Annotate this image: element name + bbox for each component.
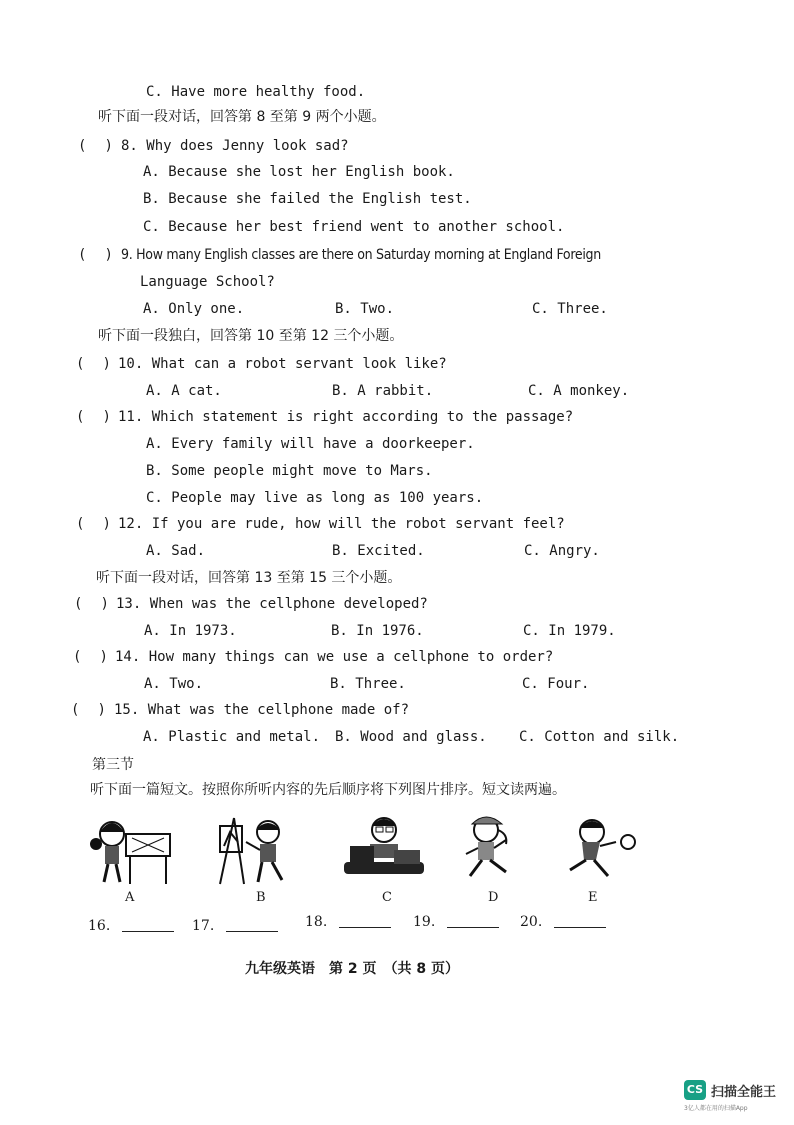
volleyball-girl-icon bbox=[556, 812, 646, 888]
answer-blank-16[interactable]: 16. bbox=[88, 918, 174, 934]
option: A. Sad. bbox=[146, 543, 206, 559]
option: A. Because she lost her English book. bbox=[143, 164, 455, 180]
picture-label: C bbox=[382, 890, 392, 905]
option: A. Every family will have a doorkeeper. bbox=[146, 436, 475, 452]
option: C. Because her best friend went to another school. bbox=[143, 219, 565, 235]
question-stem: 10. What can a robot servant look like? bbox=[118, 356, 447, 372]
answer-paren[interactable]: ( ) bbox=[76, 516, 111, 532]
question-stem: 15. What was the cellphone made of? bbox=[114, 702, 410, 718]
option: C. Three. bbox=[532, 301, 608, 317]
computer-boy-icon bbox=[340, 812, 430, 888]
page-footer: 九年级英语 第 2 页 （共 8 页） bbox=[245, 961, 459, 977]
question-stem: 14. How many things can we use a cellphone to order? bbox=[115, 649, 554, 665]
option: A. In 1973. bbox=[144, 623, 237, 639]
answer-paren[interactable]: ( ) bbox=[71, 702, 106, 718]
answer-blank-17[interactable]: 17. bbox=[192, 918, 278, 934]
option: C. Cotton and silk. bbox=[519, 729, 680, 745]
ping-pong-girl-icon bbox=[84, 812, 174, 888]
option: C. A monkey. bbox=[528, 383, 630, 399]
painting-girl-icon bbox=[210, 812, 300, 888]
answer-paren[interactable]: ( ) bbox=[74, 596, 109, 612]
question-stem: 9. How many English classes are there on Saturday morning at England Foreign bbox=[121, 247, 601, 263]
option: B. Some people might move to Mars. bbox=[146, 463, 433, 479]
answer-paren[interactable]: ( ) bbox=[78, 138, 113, 154]
option: B. A rabbit. bbox=[332, 383, 434, 399]
answer-paren[interactable]: ( ) bbox=[76, 356, 111, 372]
option: A. Two. bbox=[144, 676, 204, 692]
question-stem: 8. Why does Jenny look sad? bbox=[121, 138, 349, 154]
answer-blank-19[interactable]: 19. bbox=[413, 914, 499, 930]
option-carryover: C. Have more healthy food. bbox=[146, 84, 366, 100]
answer-blank-18[interactable]: 18. bbox=[305, 914, 391, 930]
option: B. Because she failed the English test. bbox=[143, 191, 472, 207]
option: C. People may live as long as 100 years. bbox=[146, 490, 484, 506]
picture-label: B bbox=[256, 890, 266, 905]
section-intro: 听下面一段对话，回答第 13 至第 15 三个小题。 bbox=[96, 570, 402, 586]
option: B. Two. bbox=[335, 301, 395, 317]
option: A. A cat. bbox=[146, 383, 222, 399]
scanner-tagline: 3亿人都在用的扫描App bbox=[684, 1105, 748, 1112]
option: B. In 1976. bbox=[331, 623, 424, 639]
question-stem: 12. If you are rude, how will the robot servant feel? bbox=[118, 516, 565, 532]
section-intro: 听下面一段对话，回答第 8 至第 9 两个小题。 bbox=[98, 109, 386, 125]
picture-label: E bbox=[588, 890, 598, 905]
question-stem: 13. When was the cellphone developed? bbox=[116, 596, 428, 612]
option: C. Angry. bbox=[524, 543, 600, 559]
option: A. Plastic and metal. bbox=[143, 729, 321, 745]
section-heading: 第三节 bbox=[92, 757, 134, 773]
picture-label: A bbox=[125, 890, 135, 905]
question-stem-cont: Language School? bbox=[140, 274, 275, 290]
answer-paren[interactable]: ( ) bbox=[78, 247, 113, 263]
section-instruction: 听下面一篇短文。按照你所听内容的先后顺序将下列图片排序。短文读两遍。 bbox=[90, 782, 566, 798]
answer-blank-20[interactable]: 20. bbox=[520, 914, 606, 930]
question-stem: 11. Which statement is right according to the passage? bbox=[118, 409, 574, 425]
answer-paren[interactable]: ( ) bbox=[73, 649, 108, 665]
option: C. Four. bbox=[522, 676, 590, 692]
option: A. Only one. bbox=[143, 301, 245, 317]
option: B. Wood and glass. bbox=[335, 729, 487, 745]
option: B. Excited. bbox=[332, 543, 425, 559]
running-girl-icon bbox=[448, 812, 538, 888]
option: B. Three. bbox=[330, 676, 406, 692]
answer-paren[interactable]: ( ) bbox=[76, 409, 111, 425]
option: C. In 1979. bbox=[523, 623, 616, 639]
section-intro: 听下面一段独白，回答第 10 至第 12 三个小题。 bbox=[98, 328, 404, 344]
scanner-name: 扫描全能王 bbox=[711, 1085, 777, 1100]
picture-label: D bbox=[488, 890, 499, 905]
camscanner-logo-icon: CS bbox=[684, 1080, 706, 1100]
